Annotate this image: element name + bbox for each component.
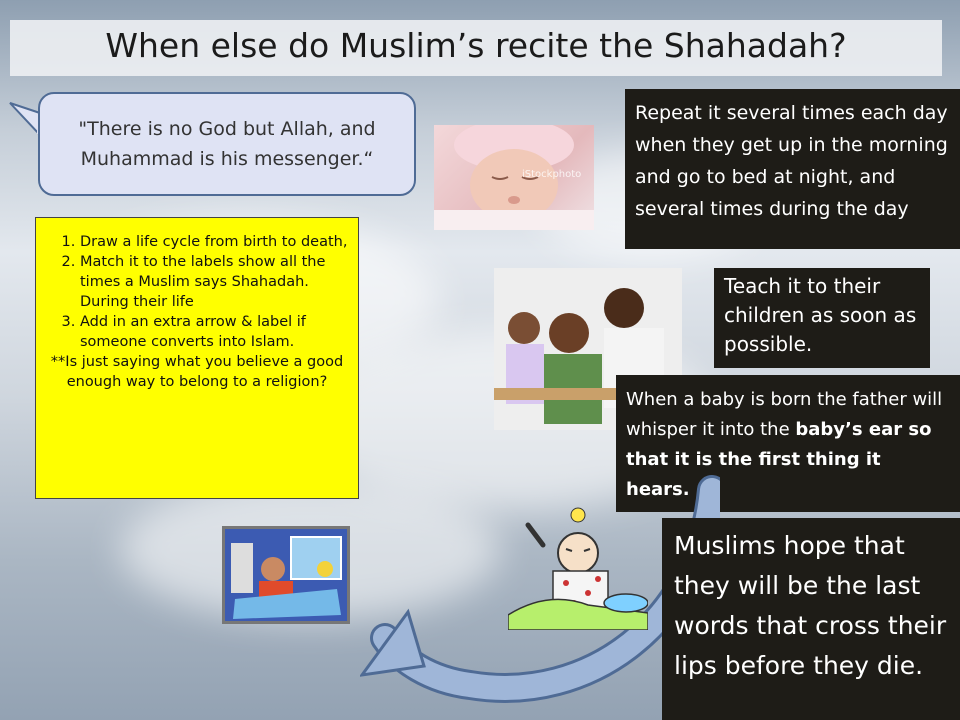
title-bar [10,20,942,76]
sick-man-in-bed-image [508,505,648,630]
sick-man-illustration-icon [508,505,648,630]
newborn-baby-image [434,125,594,230]
task-item: 3. Add in an extra arrow & label if someone converts into Islam. [80,312,348,352]
baby-born-bold-text: baby’s ear so that it is the first thing it hears. [626,419,932,500]
task-instructions-box [35,217,359,499]
task-question-note: **Is just saying what you believe a good enough way to belong to a religion? [50,354,344,390]
baby-born-text: When a baby is born the father will whisper it into the [626,389,943,440]
task-item: 2. Match it to the labels show all the times a Muslim says Shahadah. During their life [80,252,348,312]
hospital-illustration-icon [225,529,347,621]
teach-children-box: Teach it to their children as soon as possible. [714,268,930,368]
shahadah-speech-bubble [38,92,416,196]
shahadah-quote-line1: "There is no God but Allah, and [78,118,376,140]
task-item: 1. Draw a life cycle from birth to death, [80,232,348,252]
baby-watermark: iStockphoto [522,169,582,180]
hospital-bed-image [222,526,350,624]
task-list [46,232,348,352]
slide-title: When else do Muslim’s recite the Shahadah? [105,26,847,65]
baby-illustration-icon [434,125,594,230]
shahadah-quote [50,114,404,174]
shahadah-quote-line2: Muhammad is his messenger.“ [80,148,374,170]
last-words-box: Muslims hope that they will be the last words that cross their lips before they die. [662,518,960,720]
daily-recitation-box: Repeat it several times each day when they get up in the morning and go to bed at night, and several times during the day [625,89,960,249]
